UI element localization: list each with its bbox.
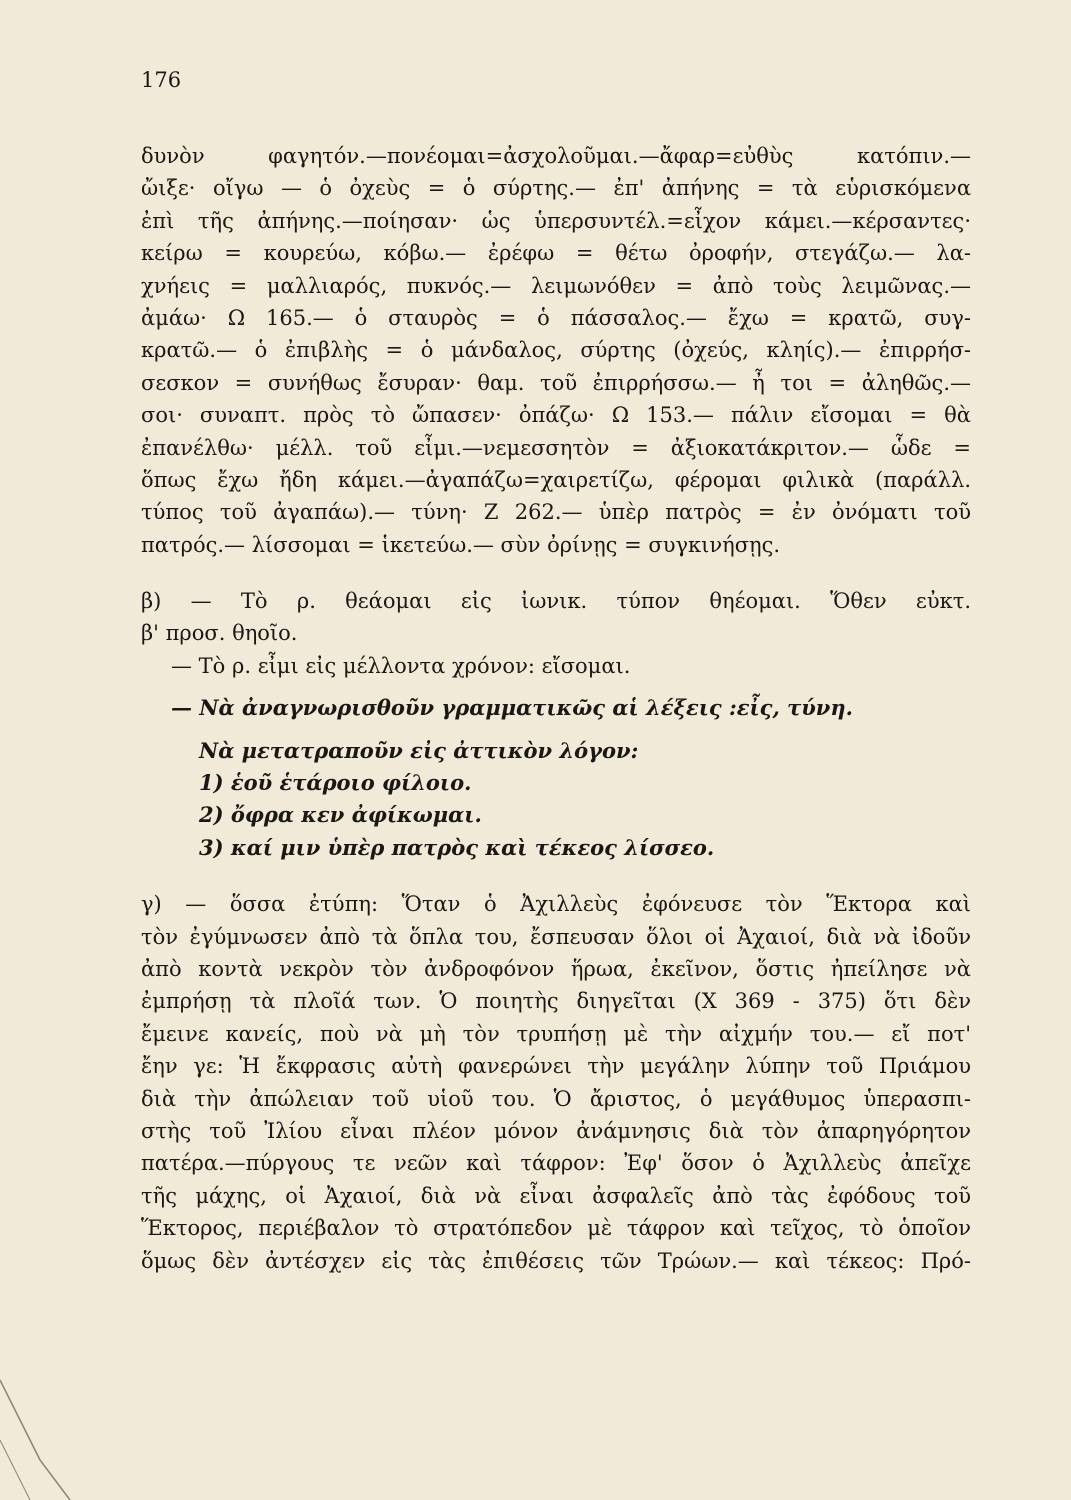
text-line: τὸν ἐγύμνωσεν ἀπὸ τὰ ὅπλα του, ἔσπευσαν ὅλοι οἱ Ἀχαιοί, διὰ νὰ ἰδοῦν bbox=[141, 924, 971, 949]
exercise-item: 3) καί μιν ὑπὲρ πατρὸς καὶ τέκεος λίσσεο. bbox=[199, 834, 715, 860]
page-body bbox=[141, 140, 971, 1277]
text-line: χνήεις = μαλλιαρός, πυκνός.— λειμωνόθεν = ἀπὸ τοὺς λειμῶνας.— bbox=[141, 273, 971, 298]
text-line: ἐπὶ τῆς ἀπήνης.—ποίησαν· ὡς ὑπερσυντέλ.=εἶχον κάμει.—κέρσαντες· bbox=[141, 208, 971, 233]
text-line: πατέρα.—πύργους τε νεῶν καὶ τάφρον: Ἐφ' ὅσον ὁ Ἀχιλλεὺς ἀπεῖχε bbox=[141, 1151, 971, 1176]
text-line: πατρός.— λίσσομαι = ἱκετεύω.— σὺν ὀρίνῃς = συγκινήσῃς. bbox=[141, 532, 781, 557]
text-line: στὴς τοῦ Ἰλίου εἶναι πλέον μόνον ἀνάμνησις διὰ τὸν ἀπαρηγόρητον bbox=[141, 1118, 971, 1143]
text-line: διὰ τὴν ἀπώλειαν τοῦ υἱοῦ του. Ὁ ἄριστος, ὁ μεγάθυμος ὑπερασπι- bbox=[141, 1086, 971, 1111]
text-line: τῆς μάχης, οἱ Ἀχαιοί, διὰ νὰ εἶναι ἀσφαλεῖς ἀπὸ τὰς ἐφόδους τοῦ bbox=[141, 1183, 971, 1208]
exercise-line: — Νὰ ἀναγνωρισθοῦν γραμματικῶς αἱ λέξεις :εἶς, τύνη. bbox=[171, 695, 853, 721]
page-number: 176 bbox=[141, 68, 182, 92]
text-line: ἐμπρήσῃ τὰ πλοῖά των. Ὁ ποιητὴς διηγεῖται (Χ 369 - 375) ὅτι δὲν bbox=[141, 989, 971, 1014]
text-line: δυνὸν φαγητόν.—πονέομαι=ἀσχολοῦμαι.—ἄφαρ=εὐθὺς κατόπιν.— bbox=[141, 144, 971, 168]
text-line: — Τὸ ρ. εἶμι εἰς μέλλοντα χρόνον: εἴσομαι. bbox=[171, 653, 631, 678]
text-line: ὅμως δὲν ἀντέσχεν εἰς τὰς ἐπιθέσεις τῶν Τρώων.— καὶ τέκεος: Πρό- bbox=[141, 1248, 971, 1273]
text-line: τύπος τοῦ ἀγαπάω).— τύνη· Ζ 262.— ὑπὲρ πατρὸς = ἐν ὀνόματι τοῦ bbox=[141, 500, 971, 525]
exercise-item: 1) ἑοῦ ἑτάροιο φίλοιο. bbox=[199, 770, 472, 796]
text-line: β' προσ. θηοῖο. bbox=[141, 621, 298, 646]
exercise-heading: Νὰ μετατραποῦν εἰς ἀττικὸν λόγον: bbox=[199, 737, 639, 763]
page-corner-mark bbox=[0, 1350, 120, 1500]
text-line: κρατῶ.— ὁ ἐπιβλὴς = ὁ μάνδαλος, σύρτης (ὀχεύς, κληίς).— ἐπιρρήσ- bbox=[141, 338, 971, 363]
text-line: ἔμεινε κανείς, ποὺ νὰ μὴ τὸν τρυπήσῃ μὲ τὴν αἰχμήν του.— εἴ ποτ' bbox=[141, 1021, 971, 1046]
text-line: Ἕκτορος, περιέβαλον τὸ στρατόπεδον μὲ τάφρον καὶ τεῖχος, τὸ ὁποῖον bbox=[141, 1216, 971, 1241]
exercise-item: 2) ὄφρα κεν ἀφίκωμαι. bbox=[199, 802, 482, 828]
text-line: ὤιξε· οἴγω — ὁ ὀχεὺς = ὁ σύρτης.— ἐπ' ἀπήνης = τὰ εὑρισκόμενα bbox=[141, 176, 971, 201]
section-beta-heading: β) — Τὸ ρ. θεάομαι εἰς ἰωνικ. τύπον θηέομαι. Ὅθεν εὐκτ. bbox=[141, 589, 971, 614]
text-line: σοι· συναπτ. πρὸς τὸ ὤπασεν· ὀπάζω· Ω 153.— πάλιν εἴσομαι = θὰ bbox=[141, 403, 971, 428]
text-line: ὅπως ἔχω ἤδη κάμει.—ἀγαπάζω=χαιρετίζω, φέρομαι φιλικὰ (παράλλ. bbox=[141, 467, 971, 492]
text-line: κείρω = κουρεύω, κόβω.— ἐρέφω = θέτω ὀροφήν, στεγάζω.— λα- bbox=[141, 241, 971, 266]
section-gamma-heading: γ) — ὅσσα ἐτύπη: Ὅταν ὁ Ἀχιλλεὺς ἐφόνευσε τὸν Ἕκτορα καὶ bbox=[141, 892, 971, 917]
text-line: ἀμάω· Ω 165.— ὁ σταυρὸς = ὁ πάσσαλος.— ἔχω = κρατῶ, συγ- bbox=[141, 305, 971, 330]
text-line: ἐπανέλθω· μέλλ. τοῦ εἶμι.—νεμεσσητὸν = ἀξιοκατάκριτον.— ὧδε = bbox=[141, 435, 971, 460]
text-line: ἔην γε: Ἡ ἔκφρασις αὐτὴ φανερώνει τὴν μεγάλην λύπην τοῦ Πριάμου bbox=[141, 1054, 971, 1079]
text-line: ἀπὸ κοντὰ νεκρὸν τὸν ἀνδροφόνον ἥρωα, ἐκεῖνον, ὅστις ἠπείλησε νὰ bbox=[141, 956, 971, 981]
text-line: σεσκον = συνήθως ἔσυραν· θαμ. τοῦ ἐπιρρήσσω.— ἦ τοι = ἀληθῶς.— bbox=[141, 370, 971, 395]
